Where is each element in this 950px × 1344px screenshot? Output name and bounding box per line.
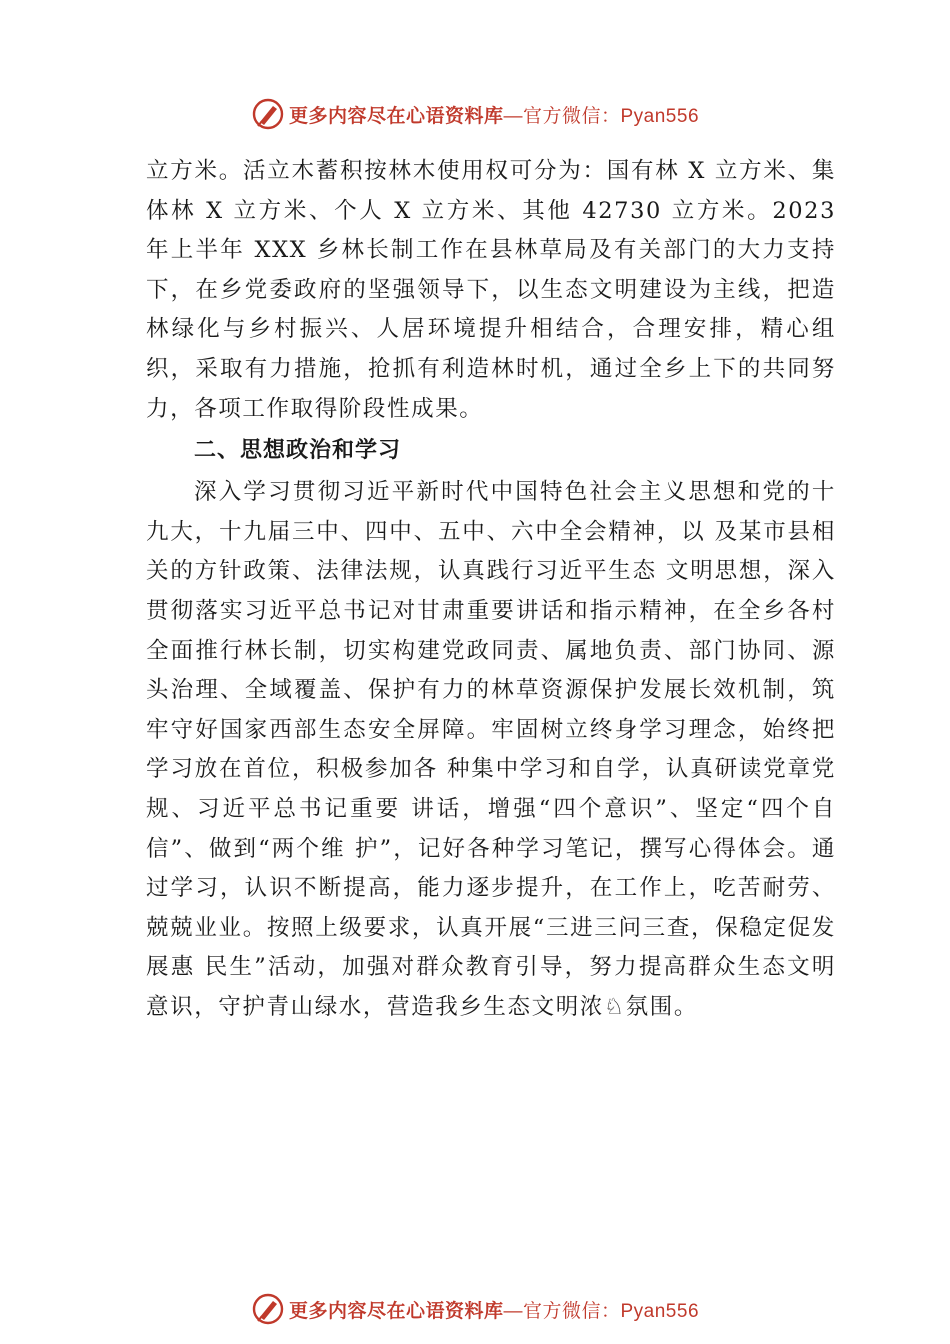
document-body [146, 152, 836, 1027]
banner-site-name: 更多内容尽在心语资料库 [288, 1299, 504, 1322]
paragraph-intro: 立方米。活立木蓄积按林木使用权可分为：国有林 X 立方米、集体林 X 立方米、个人 X 立方米、其他 42730 立方米。2023 年上半年 XXX 乡林长制工作在县林草局及有关部门的大力支持下，在乡党委政府的坚强领导下，以生态文明建设为主线，把造林绿化与乡村振兴、人居环境提升相结合，合理安排，精心组织，采取有力措施，抢抓有利造林时机，通过全乡上下的共同努力，各项工作取得阶段性成果。 [146, 158, 836, 422]
pen-seal-icon [251, 1292, 285, 1326]
header-banner [0, 94, 950, 134]
section-heading: 二、思想政治和学习 [194, 438, 402, 464]
banner-wechat: —官方微信：Pyan556 [503, 1300, 700, 1322]
paragraph-study: 深入学习贯彻习近平新时代中国特色社会主义思想和党的十九大，十九届三中、四中、五中、六中全会精神，以 及某市县相关的方针政策、法律法规，认真践行习近平生态 文明思想，深入贯彻落实习近平总书记对甘肃重要讲话和指示精神，在全乡各村全面推行林长制，切实构建党政同责、属地负责、部门协同、源头治理、全域覆盖、保护有力的林草资源保护发展长效机制，筑牢守好国家西部生态安全屏障。牢固树立终身学习理念，始终把学习放在首位，积极参加各 种集中学习和自学，认真研读党章党规、习近平总书记重要 讲话，增强“四个意识”、坚定“四个自信”、做到“两个维 护”，记好各种学习笔记，撰写心得体会。通过学习，认识不断提高，能力逐步提升，在工作上，吃苦耐劳、兢兢业业。按照上级要求，认真开展“三进三问三查，保稳定促发展惠 民生”活动，加强对群众教育引导，努力提高群众生态文明 意识，守护青山绿水，营造我乡生态文明浓♘氛围。 [146, 479, 836, 1020]
banner-site-name: 更多内容尽在心语资料库 [288, 104, 504, 127]
pen-seal-icon [251, 97, 285, 131]
footer-banner [0, 1289, 950, 1329]
banner-wechat: —官方微信：Pyan556 [503, 105, 700, 127]
